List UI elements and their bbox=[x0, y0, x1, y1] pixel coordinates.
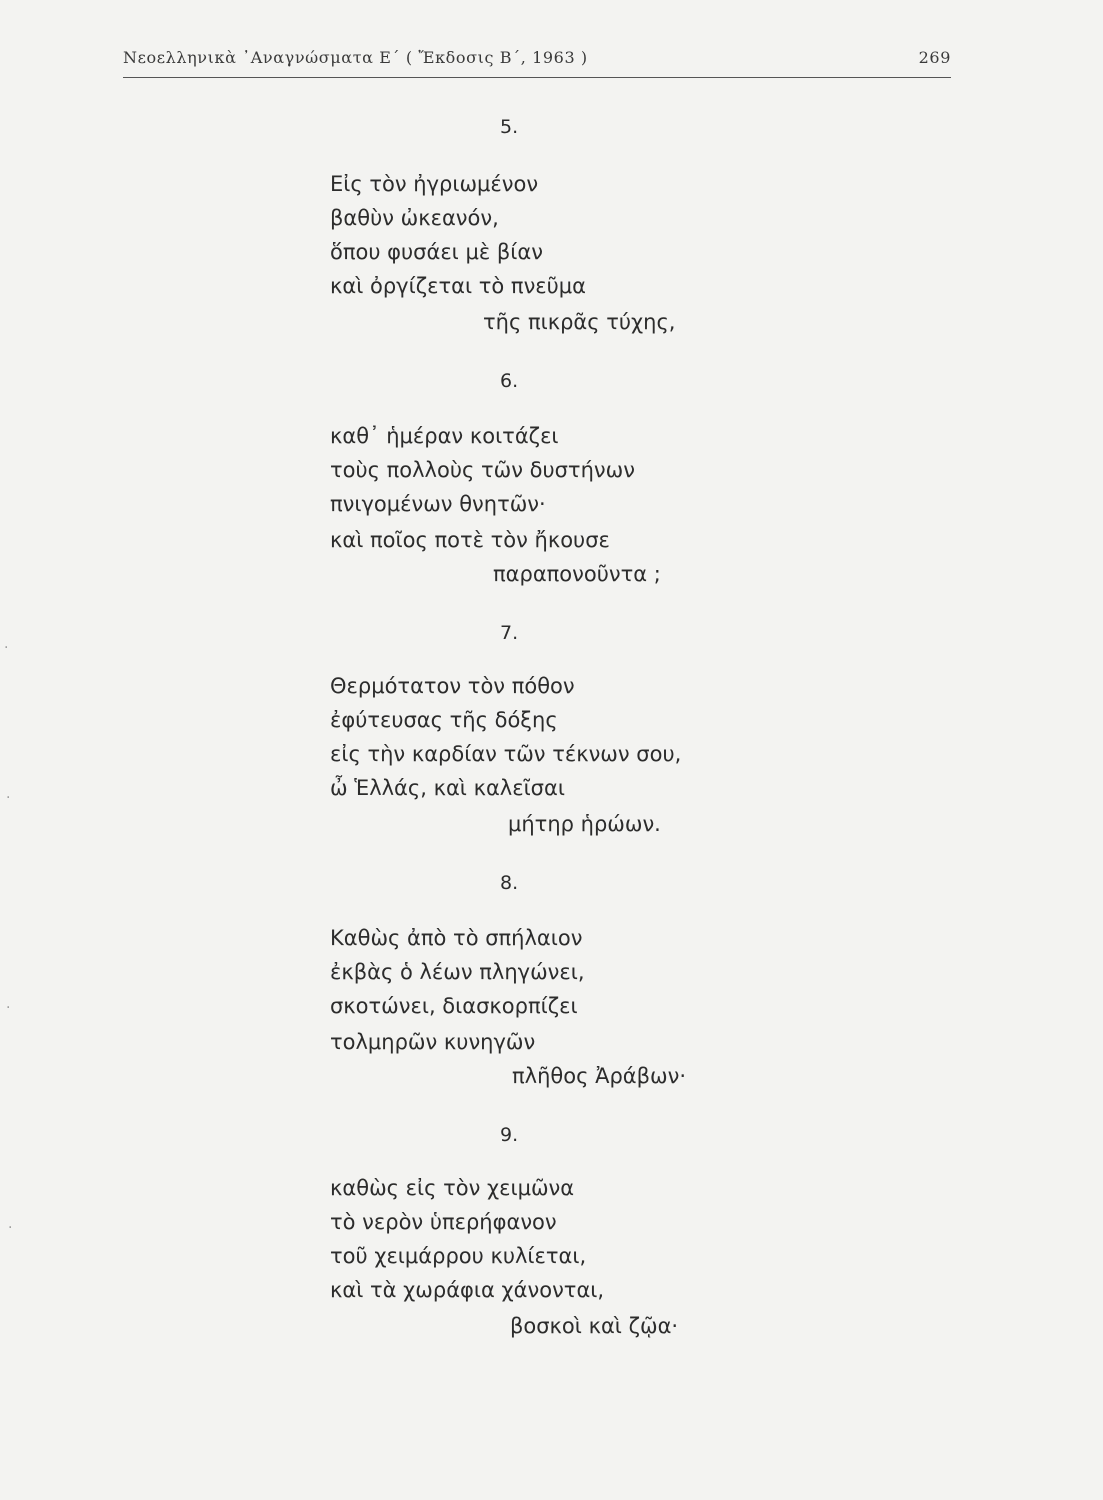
poem-line: πλῆθος Ἀράβων· bbox=[512, 1064, 687, 1088]
poem-line: τοῦ χειμάρρου κυλίεται, bbox=[330, 1244, 587, 1268]
poem-line: μήτηρ ἡρώων. bbox=[508, 812, 661, 836]
margin-speck: · bbox=[4, 640, 9, 656]
poem-line: ὦ Ἑλλάς, καὶ καλεῖσαι bbox=[330, 776, 565, 800]
poem-line: εἰς τὴν καρδίαν τῶν τέκνων σου, bbox=[330, 742, 682, 766]
poem-line: τῆς πικρᾶς τύχης, bbox=[483, 310, 676, 334]
poem-line: καθὼς εἰς τὸν χειμῶνα bbox=[330, 1176, 575, 1200]
poem-line: βαθὺν ὠκεανόν, bbox=[330, 206, 499, 230]
page-number: 269 bbox=[918, 48, 951, 67]
margin-speck: · bbox=[8, 1220, 13, 1236]
poem-line: τολμηρῶν κυνηγῶν bbox=[330, 1030, 536, 1054]
stanza-number: 9. bbox=[500, 1124, 519, 1146]
poem-line: παραπονοῦντα ; bbox=[493, 562, 661, 586]
poem-line: καὶ τὰ χωράφια χάνονται, bbox=[330, 1278, 605, 1302]
poem-line: τὸ νερὸν ὑπερήφανον bbox=[330, 1210, 557, 1234]
poem-line: ἐφύτευσας τῆς δόξης bbox=[330, 708, 558, 732]
book-title: Νεοελληνικὰ ᾿Αναγνώσματα Ε΄ ( Ἔκδοσις Β΄, 1963 ) bbox=[123, 48, 588, 67]
stanza-number: 7. bbox=[500, 622, 519, 644]
poem-line: καὶ ποῖος ποτὲ τὸν ἤκουσε bbox=[330, 528, 610, 552]
poem-line: ὅπου φυσάει μὲ βίαν bbox=[330, 240, 543, 264]
poem-line: καὶ ὀργίζεται τὸ πνεῦμα bbox=[330, 274, 586, 298]
poem-line: βοσκοὶ καὶ ζῷα· bbox=[510, 1314, 679, 1338]
poem-line: καθ᾿ ἡμέραν κοιτάζει bbox=[330, 424, 559, 448]
poem-line: τοὺς πολλοὺς τῶν δυστήνων bbox=[330, 458, 635, 482]
poem-line: Καθὼς ἀπὸ τὸ σπήλαιον bbox=[330, 926, 583, 950]
poem-line: σκοτώνει, διασκορπίζει bbox=[330, 994, 578, 1018]
poem-line: Εἰς τὸν ἠγριωμένον bbox=[330, 172, 539, 196]
stanza-number: 6. bbox=[500, 370, 519, 392]
stanza-number: 8. bbox=[500, 872, 519, 894]
header-rule bbox=[123, 77, 951, 78]
poem-line: πνιγομένων θνητῶν· bbox=[330, 492, 546, 516]
margin-speck: · bbox=[6, 790, 11, 806]
poem-line: ἐκβὰς ὁ λέων πληγώνει, bbox=[330, 960, 585, 984]
poem-line: Θερμότατον τὸν πόθον bbox=[330, 674, 575, 698]
margin-speck: · bbox=[6, 1000, 11, 1016]
stanza-number: 5. bbox=[500, 116, 519, 138]
running-header bbox=[123, 48, 951, 76]
